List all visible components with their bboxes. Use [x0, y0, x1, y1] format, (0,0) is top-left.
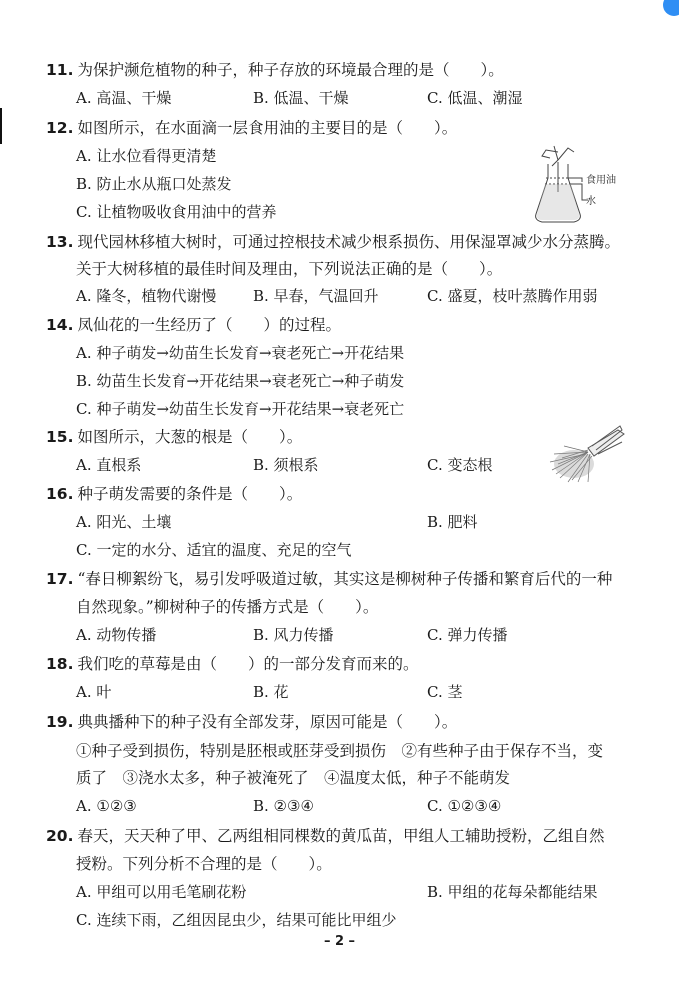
q11-option-c: C. 低温、潮湿: [427, 89, 523, 107]
q16-option-c: C. 一定的水分、适宜的温度、充足的空气: [76, 541, 352, 559]
q17-option-a: A. 动物传播: [76, 626, 157, 644]
q17-option-c: C. 弹力传播: [427, 626, 508, 644]
q20-option-a: A. 甲组可以用毛笔刷花粉: [76, 883, 247, 901]
question-12-text: 如图所示，在水面滴一层食用油的主要目的是（ ）。: [77, 119, 458, 137]
page-number: – 2 –: [323, 934, 356, 949]
q12-option-b: B. 防止水从瓶口处蒸发: [76, 175, 232, 193]
question-17-stem: [46, 568, 667, 590]
question-18-text: 我们吃的草莓是由（ ）的一部分发育而来的。: [77, 655, 419, 673]
question-11-stem: [46, 59, 667, 81]
question-19-text-line2: ①种子受到损伤，特别是胚根或胚芽受到损伤 ②有些种子由于保存不当，变: [76, 742, 604, 760]
question-17-text-line1: “春日柳絮纷飞，易引发呼吸道过敏，其实这是柳树种子传播和繁育后代的一种: [77, 570, 613, 588]
question-13-text-line1: 现代园林移植大树时，可通过控根技术减少根系损伤、用保湿罩减少水分蒸腾。: [77, 233, 620, 251]
question-19-number: 19.: [46, 713, 74, 731]
question-14-stem: [46, 314, 667, 336]
corner-badge-icon: [663, 0, 679, 16]
q20-option-b: B. 甲组的花每朵都能结果: [427, 883, 598, 901]
q12-option-a: A. 让水位看得更清楚: [76, 147, 217, 165]
question-20-text-line1: 春天，天天种了甲、乙两组相同棵数的黄瓜苗，甲组人工辅助授粉，乙组自然: [77, 827, 605, 845]
q13-option-c: C. 盛夏，枝叶蒸腾作用弱: [427, 287, 598, 305]
question-11-text: 为保护濒危植物的种子，种子存放的环境最合理的是（ ）。: [77, 61, 504, 79]
question-20-text-line2: 授粉。下列分析不合理的是（ ）。: [76, 855, 332, 873]
q13-option-b: B. 早春，气温回升: [253, 287, 379, 305]
flask-oil-water-figure: [528, 140, 624, 228]
q16-option-a: A. 阳光、土壤: [76, 513, 172, 531]
q13-option-a: A. 隆冬，植物代谢慢: [76, 287, 217, 305]
q18-option-b: B. 花: [253, 683, 289, 701]
question-14-number: 14.: [46, 316, 74, 334]
question-12-number: 12.: [46, 119, 74, 137]
q15-option-b: B. 须根系: [253, 456, 319, 474]
figure-label-water: 水: [586, 196, 596, 207]
question-11-number: 11.: [46, 61, 74, 79]
q15-option-c: C. 变态根: [427, 456, 493, 474]
margin-mark: [0, 108, 2, 144]
q19-option-a: A. ①②③: [76, 797, 137, 815]
question-16-text: 种子萌发需要的条件是（ ）。: [77, 485, 303, 503]
question-18-number: 18.: [46, 655, 74, 673]
scallion-roots-figure: [548, 424, 626, 484]
question-18-stem: [46, 653, 667, 675]
q14-option-a: A. 种子萌发→幼苗生长发育→衰老死亡→开花结果: [76, 344, 405, 362]
q14-option-c: C. 种子萌发→幼苗生长发育→开花结果→衰老死亡: [76, 400, 405, 418]
question-19-stem: [46, 711, 667, 733]
question-15-number: 15.: [46, 428, 74, 446]
figure-label-oil: 食用油: [586, 175, 616, 186]
question-17-number: 17.: [46, 570, 74, 588]
question-19-text-line3: 质了 ③浇水太多，种子被淹死了 ④温度太低，种子不能萌发: [76, 769, 511, 787]
question-16-number: 16.: [46, 485, 74, 503]
q15-option-a: A. 直根系: [76, 456, 142, 474]
question-16-stem: [46, 483, 667, 505]
q11-option-a: A. 高温、干燥: [76, 89, 172, 107]
q18-option-c: C. 茎: [427, 683, 463, 701]
q14-option-b: B. 幼苗生长发育→开花结果→衰老死亡→种子萌发: [76, 372, 405, 390]
question-15-text: 如图所示，大葱的根是（ ）。: [77, 428, 303, 446]
question-13-text-line2: 关于大树移植的最佳时间及理由，下列说法正确的是（ ）。: [76, 260, 503, 278]
question-17-text-line2: 自然现象。”柳树种子的传播方式是（ ）。: [76, 598, 379, 616]
q19-option-b: B. ②③④: [253, 797, 314, 815]
q20-option-c: C. 连续下雨，乙组因昆虫少，结果可能比甲组少: [76, 911, 397, 929]
q16-option-b: B. 肥料: [427, 513, 478, 531]
question-14-text: 凤仙花的一生经历了（ ）的过程。: [77, 316, 341, 334]
q11-option-b: B. 低温、干燥: [253, 89, 349, 107]
q12-option-c: C. 让植物吸收食用油中的营养: [76, 203, 277, 221]
question-13-number: 13.: [46, 233, 74, 251]
q18-option-a: A. 叶: [76, 683, 112, 701]
question-20-number: 20.: [46, 827, 74, 845]
q17-option-b: B. 风力传播: [253, 626, 334, 644]
question-20-stem: [46, 825, 667, 847]
question-19-text-line1: 典典播种下的种子没有全部发芽，原因可能是（ ）。: [77, 713, 458, 731]
q19-option-c: C. ①②③④: [427, 797, 502, 815]
question-12-stem: [46, 117, 667, 139]
question-13-stem: [46, 231, 667, 253]
